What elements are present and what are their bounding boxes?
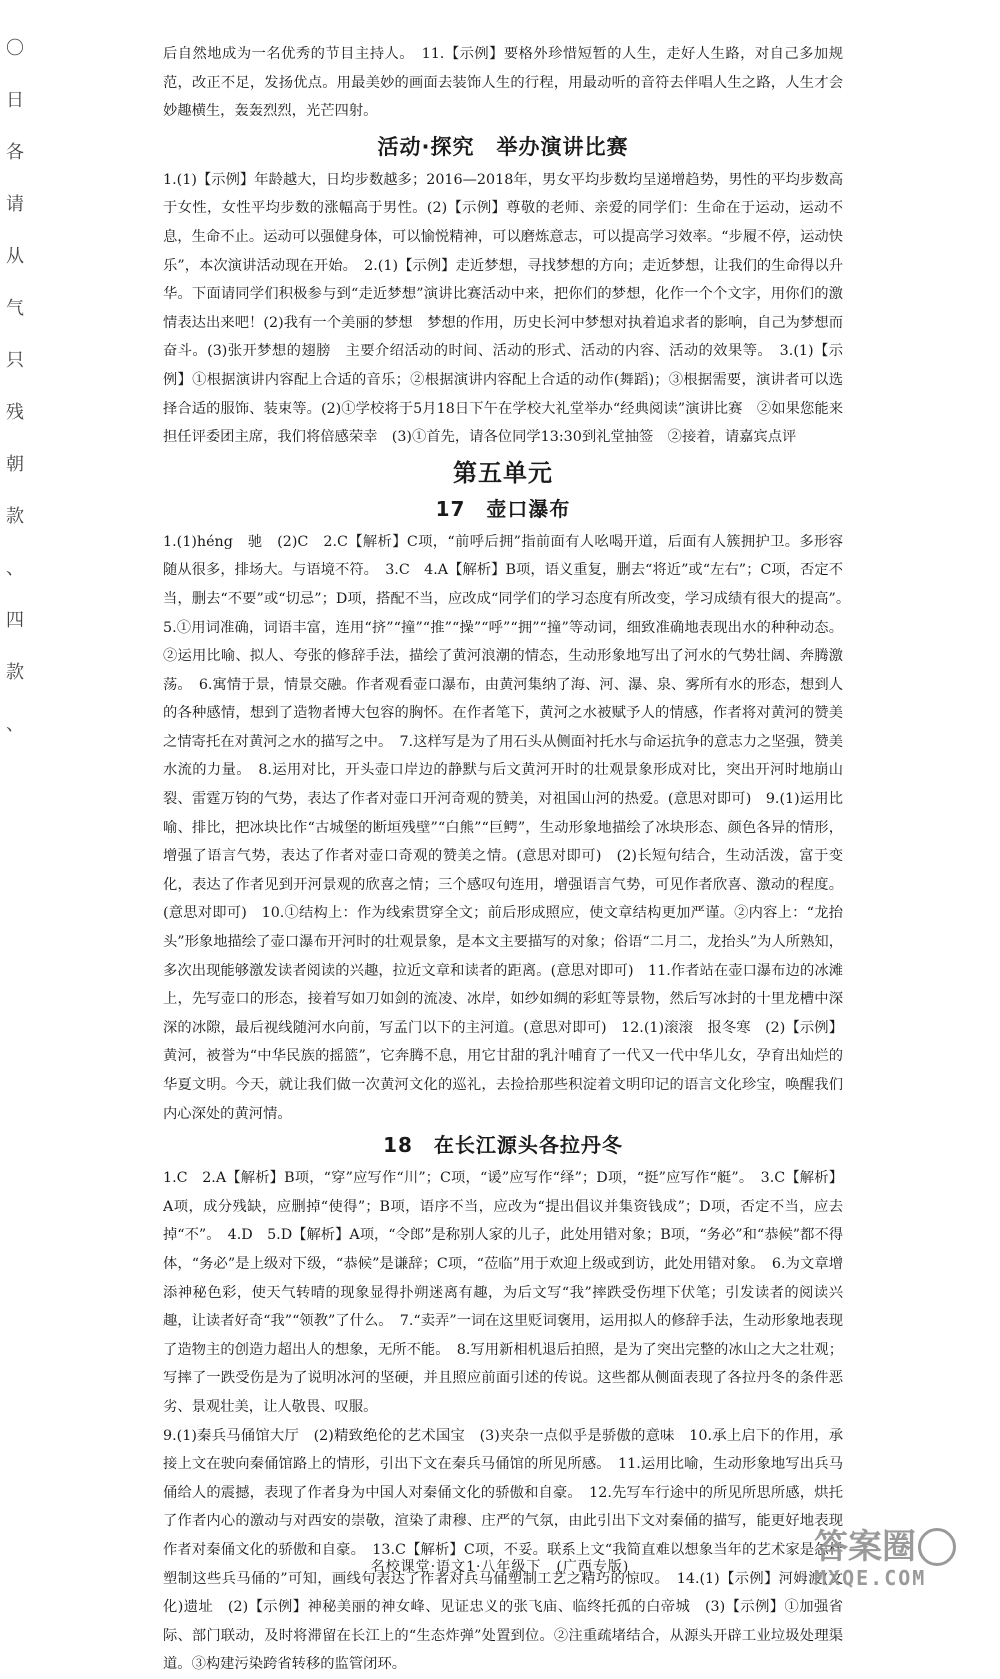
lesson-18-title: 18 在长江源头各拉丹冬 xyxy=(383,1133,623,1158)
top-continuation-text: 后自然地成为一名优秀的节目主持人。 11.【示例】要格外珍惜短暂的人生，走好人生路，对自己多加规范，改正不足，发扬优点。用最美妙的画面去装饰人生的行程，用最动听的音符去伴唱人生之路，人生才会妙趣横生，轰轰烈烈，光芒四射。 xyxy=(163,46,843,120)
margin-mark: 从 xyxy=(6,246,24,267)
margin-mark: 各 xyxy=(6,142,24,163)
margin-mark: 请 xyxy=(6,194,24,215)
margin-mark: 〇 xyxy=(6,38,24,59)
margin-mark: 朝 xyxy=(6,454,24,475)
lesson-17-body: 1.(1)héng 驰 (2)C 2.C【解析】C项，“前呼后拥”指前面有人吆喝开道，后面有人簇拥护卫。多形容随从很多，排场大。与语境不符。 3.C 4.A【解析】B项，语义重复，删去“将近”或“左右”；C项，否定不当，删去“不要”或“切忌”；D项，搭配不当，应改成“同学们的学习态度有所改变，学习成绩有很大的提高”。 5.①用词准确，词语丰富，连用“挤”“撞”“推”“操”“呼”“拥”“撞”等动词，细致准确地表现出水的种种动态。②运用比喻、拟人、夸张的修辞手法，描绘了黄河浪潮的情态，生动形象地写出了河水的气势壮阔、奔腾激荡。 6.寓情于景，情景交融。作者观看壶口瀑布，由黄河集纳了海、河、瀑、泉、雾所有水的形态，想到人的各种感情，想到了造物者博大包容的胸怀。在作者笔下，黄河之水被赋予人的情感，作者将对黄河的赞美之情寄托在对黄河之水的描写之中。 7.这样写是为了用石头从侧面衬托水与命运抗争的意志力之坚强，赞美水流的力量。 8.运用对比，开头壶口岸边的静默与后文黄河开时的壮观景象形成对比，突出开河时地崩山裂、雷霆万钧的气势，表达了作者对壶口开河奇观的赞美，对祖国山河的热爱。(意思对即可) 9.(1)运用比喻、排比，把冰块比作“古城堡的断垣残壁”“白熊”“巨鳄”，生动形象地描绘了冰块形态、颜色各异的情形，增强了语言气势，表达了作者对壶口奇观的赞美之情。(意思对即可) (2)长短句结合，生动活泼，富于变化，表达了作者见到开河景观的欣喜之情；三个感叹句连用，增强语言气势，可见作者欣喜、激动的程度。(意思对即可) 10.①结构上：作为线索贯穿全文；前后形成照应，使文章结构更加严谨。②内容上：“龙抬头”形象地描绘了壶口瀑布开河时的壮观景象，是本文主要描写的对象；俗语“二月二，龙抬头”为人所熟知，多次出现能够激发读者阅读的兴趣，拉近文章和读者的距离。(意思对即可) 11.作者站在壶口瀑布边的冰滩上，先写壶口的形态，接着写如刀如剑的流凌、冰岸，如纱如绸的彩虹等景物，然后写冰封的十里龙槽中深深的冰隙，最后视线随河水向前，写孟门以下的主河道。(意思对即可) 12.(1)滚滚 报冬寒 (2)【示例】黄河，被誉为“中华民族的摇篮”，它奔腾不息，用它甘甜的乳汁哺育了一代又一代中华儿女，孕育出灿烂的华夏文明。今天，就让我们做一次黄河文化的巡礼，去捡拾那些积淀着文明印记的语言文化珍宝，唤醒我们内心深处的黄河情。 xyxy=(163,533,858,1122)
margin-strip xyxy=(0,38,146,735)
page-footer: 名校课堂·语文1·八年级下 (广西专版) xyxy=(370,1559,630,1575)
margin-mark: 款 xyxy=(6,506,24,527)
activity-section-body: 1.(1)【示例】年龄越大，日均步数越多；2016—2018年，男女平均步数均呈递增趋势，男性的平均步数高于女性，女性平均步数的涨幅高于男性。(2)【示例】尊敬的老师、亲爱的同学们：生命在于运动，运动不息，生命不止。运动可以强健身体，可以愉悦精神，可以磨炼意志，可以提高学习效率。“步履不停，运动快乐”，本次演讲活动现在开始。 2.(1)【示例】走近梦想，寻找梦想的方向；走近梦想，让我们的生命得以升华。下面请同学们积极参与到“走近梦想”演讲比赛活动中来，把你们的梦想，化作一个个文字，用你们的激情表达出来吧！(2)我有一个美丽的梦想 梦想的作用，历史长河中梦想对执着追求者的影响，自己为梦想而奋斗。(3)张开梦想的翅膀 主要介绍活动的时间、活动的形式、活动的内容、活动的效果等。 3.(1)【示例】①根据演讲内容配上合适的音乐；②根据演讲内容配上合适的动作(舞蹈)；③根据需要，演讲者可以选择合适的服饰、装束等。(2)①学校将于5月18日下午在学校大礼堂举办“经典阅读”演讲比赛 ②如果您能来担任评委团主席，我们将倍感荣幸 (3)①首先，请各位同学13:30到礼堂抽签 ②接着，请嘉宾点评 xyxy=(163,171,843,446)
watermark-circle-icon xyxy=(918,1528,956,1566)
watermark-title: 答案圈 xyxy=(814,1527,916,1567)
margin-mark: 、 xyxy=(6,714,24,735)
margin-mark: 、 xyxy=(6,558,24,579)
margin-mark: 四 xyxy=(6,610,24,631)
margin-mark: 残 xyxy=(6,402,24,423)
lesson-18-body: 1.C 2.A【解析】B项，“穿”应写作“川”；C项，“谖”应写作“绎”；D项，“挺”应写作“艇”。 3.C【解析】A项，成分残缺，应删掉“使得”；B项，语序不当，应改为“提出倡议并集资钱成”；D项，否定不当，应去掉“不”。 4.D 5.D【解析】A项，“令郎”是称别人家的儿子，此处用错对象；B项，“务必”和“恭候”都不得体，“务必”是上级对下级，“恭候”是谦辞；C项，“莅临”用于欢迎上级或到访，此处用错对象。 6.为文章增添神秘色彩，使天气转晴的现象显得扑朔迷离有趣，为后文写“我”摔跌受伤埋下伏笔；引发读者的阅读兴趣，让读者好奇“我”“领教”了什么。 7.“卖弄”一词在这里贬词褒用，运用拟人的修辞手法，生动形象地表现了造物主的创造力超出人的想象，无所不能。 8.写用新相机退后拍照，是为了突出完整的冰山之大之壮观；写摔了一跌受伤是为了说明冰河的坚硬，并且照应前面引述的传说。这些都从侧面表现了各拉丹冬的条件恶劣、景观壮美，让人敬畏、叹服。 xyxy=(163,1170,843,1415)
margin-mark: 只 xyxy=(6,350,24,371)
margin-mark: 气 xyxy=(6,298,24,319)
lesson-17-title: 17 壶口瀑布 xyxy=(435,496,571,521)
margin-mark: 款 xyxy=(6,662,24,683)
lesson-18-body-continued: 9.(1)秦兵马俑馆大厅 (2)精致绝伦的艺术国宝 (3)夹杂一点似乎是骄傲的意味 10.承上启下的作用，承接上文在驶向秦俑馆路上的情形，引出下文在秦兵马俑馆的所见所感。 11.运用比喻，生动形象地写出兵马俑给人的震撼，表现了作者身为中国人对秦俑文化的骄傲和自豪。 12.先写车行途中的所见所思所感，烘托了作者内心的激动与对西安的崇敬，渲染了肃穆、庄严的气氛，由此引出下文对秦俑的描写，能更好地表现作者对秦俑文化的骄傲和自豪。 13.C【解析】C项，不妥。联系上文“我简直难以想象当年的艺术家是怎样塑制这些兵马俑的”可知，画线句表达了作者对兵马俑塑制工艺之精巧的惊叹。 14.(1)【示例】河姆渡(文化)遗址 (2)【示例】神秘美丽的神女峰、见证忠义的张飞庙、临终托孤的白帝城 (3)【示例】①加强省际、部门联动，及时将滞留在长江上的“生态炸弹”处置到位。②注重疏堵结合，从源头开辟工业垃圾处理渠道。③构建污染跨省转移的监管闭环。 xyxy=(163,1427,843,1673)
activity-section-title: 活动·探究 举办演讲比赛 xyxy=(377,134,629,159)
watermark-logo-text xyxy=(814,1528,984,1566)
watermark-url: MXQE.COM xyxy=(814,1566,927,1590)
unit-title: 第五单元 xyxy=(453,458,553,487)
watermark xyxy=(814,1528,984,1592)
margin-mark: 日 xyxy=(6,90,24,111)
answer-page xyxy=(163,40,858,1679)
